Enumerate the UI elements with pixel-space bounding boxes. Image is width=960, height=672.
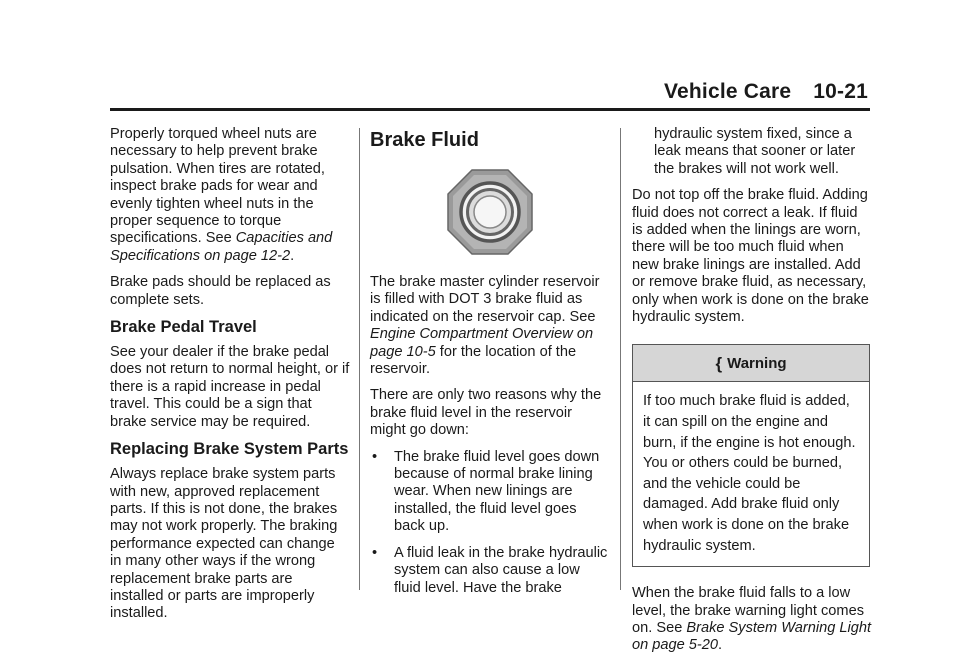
header-rule	[110, 108, 870, 111]
bullet-icon: •	[372, 448, 378, 465]
warning-header	[633, 345, 869, 382]
list-item-continued: hydraulic system fixed, since a leak means that sooner or later the brakes will not work well.	[654, 126, 856, 177]
warning-text: If too much brake fluid is added, it can spill on the engine and burn, if the engine is hot enough. You or others could be burned, and the vehicle could be damaged. Add brake fluid only when work is done on the brake hydraulic system.	[643, 393, 856, 554]
brake-fluid-cap-icon	[446, 168, 534, 256]
column-1	[110, 126, 350, 632]
warning-box	[632, 344, 870, 567]
paragraph: Properly torqued wheel nuts are necessary to help prevent brake pulsation. When tires are rotated, inspect brake pads for wear and evenly tighten wheel nuts in the proper sequence to torque specifications. See Capacities and Specifications on page 12-2.	[110, 126, 333, 264]
section-title: Vehicle Care	[663, 80, 792, 103]
column-divider	[359, 128, 360, 590]
paragraph: The brake master cylinder reservoir is filled with DOT 3 brake fluid as indicated on the reservoir cap. See Engine Compartment Overview on page 10-5 for the location of the reservoir.	[370, 274, 600, 378]
paragraph: There are only two reasons why the brake fluid level in the reservoir might go down:	[370, 387, 602, 439]
heading-replacing-brake-parts: Replacing Brake System Parts	[110, 440, 349, 459]
page-header	[664, 80, 868, 104]
paragraph: Always replace brake system parts with new, approved replacement parts. If this is not done, the brakes may not work properly. The braking performance expected can change in many other ways if the wrong replacement brake parts are installed or parts are improperly installed.	[110, 466, 338, 622]
section-heading-brake-fluid: Brake Fluid	[370, 129, 479, 151]
list-item: • The brake fluid level goes down because of normal brake lining wear. When new linings are installed, the fluid level goes back up.	[372, 448, 600, 535]
list-item: • A fluid leak in the brake hydraulic system can also cause a low fluid level. Have the brake	[372, 544, 608, 596]
bullet-icon: •	[372, 544, 378, 561]
cross-reference: Capacities and Specifications on page 12-2	[110, 230, 333, 264]
paragraph: Brake pads should be replaced as complete sets.	[110, 274, 331, 308]
paragraph: Do not top off the brake fluid. Adding fluid does not correct a leak. If fluid is added when the linings are worn, there will be too much fluid when new brake linings are installed. Add or remove brake fluid, as necessary, only when work is done on the brake hydraulic system.	[632, 187, 869, 326]
paragraph: When the brake fluid falls to a low level, the brake warning light comes on. See Brake System Warning Light on page 5-20.	[632, 585, 872, 654]
column-3	[632, 126, 872, 664]
cross-reference: Engine Compartment Overview on page 10-5	[370, 326, 594, 360]
heading-brake-pedal-travel: Brake Pedal Travel	[110, 318, 257, 337]
cross-reference: Brake System Warning Light on page 5-20	[632, 620, 872, 654]
paragraph: See your dealer if the brake pedal does not return to normal height, or if there is a rapid increase in pedal travel. This could be a sign that brake service may be required.	[110, 344, 350, 430]
column-divider	[620, 128, 621, 590]
page-number: 10-21	[813, 80, 868, 103]
warning-icon: {	[715, 353, 723, 373]
warning-title: Warning	[727, 354, 787, 372]
column-2	[370, 126, 610, 606]
